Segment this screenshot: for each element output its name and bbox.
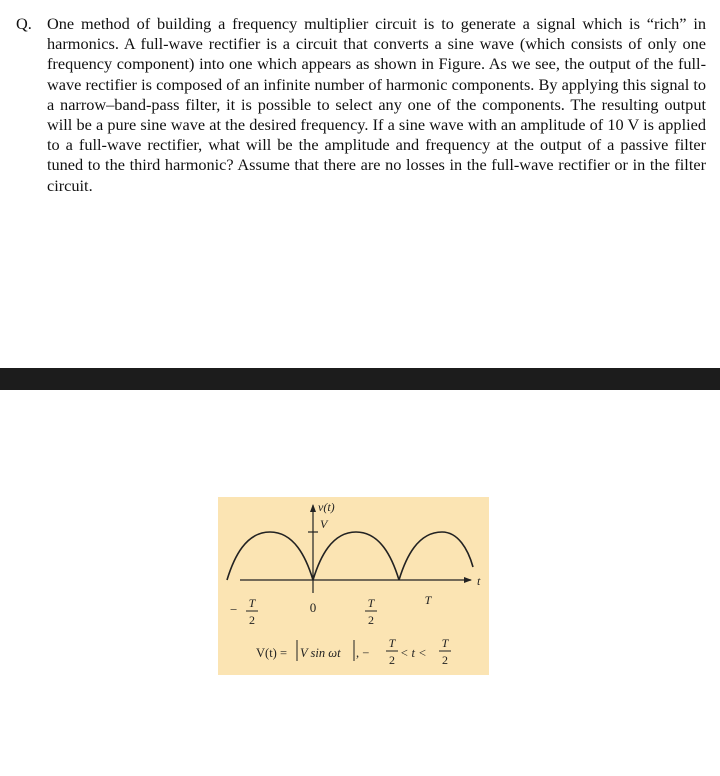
waveform-arch-3 <box>399 532 473 580</box>
tick-neg-half-2: 2 <box>249 613 255 627</box>
tick-pos-half-T: T <box>367 596 375 610</box>
formula-abs: V sin ωt <box>300 646 341 660</box>
tick-period-T: T <box>424 593 432 607</box>
x-axis-label: t <box>477 574 481 588</box>
formula-mid: < t < <box>400 646 427 660</box>
separator-bar <box>0 368 720 390</box>
tick-zero: 0 <box>309 600 317 615</box>
tick-pos-half-2: 2 <box>368 613 374 627</box>
rectifier-figure <box>218 497 489 675</box>
question-text: One method of building a frequency multiplier circuit is to generate a signal which is “rich” in harmonics. A full-wave rectifier is a circuit that converts a sine wave (which consists of only one frequency component) into one which appears as shown in Figure. As we see, the output of the full-wave rectifier is composed of an infinite number of harmonic components. By applying this signal to a narrow–band-pass filter, it is possible to select any one of the components. The resulting output will be a pure sine wave at the desired frequency. If a sine wave with an amplitude of 10 V is applied to a full-wave rectifier, what will be the amplitude and frequency at the output of a passive filter tuned to the third harmonic? Assume that there are no losses in the full-wave rectifier or in the filter circuit. <box>47 14 706 195</box>
formula-separator: , − <box>356 646 370 660</box>
question-block <box>16 14 706 196</box>
amplitude-label: V <box>320 517 328 531</box>
formula-frac1-2: 2 <box>389 653 395 667</box>
tick-neg-half-T: T <box>248 596 256 610</box>
y-axis-label: v(t) <box>318 500 335 514</box>
formula-frac2-2: 2 <box>442 653 448 667</box>
tick-minus-sign: − <box>230 602 238 617</box>
formula-frac2-T: T <box>441 636 449 650</box>
formula-frac1-T: T <box>388 636 396 650</box>
question-label: Q. <box>16 14 32 33</box>
waveform-diagram <box>218 497 489 675</box>
waveform-arch-2 <box>313 532 399 580</box>
formula-lhs: V(t) = <box>256 646 287 660</box>
waveform-arch-1 <box>227 532 313 580</box>
